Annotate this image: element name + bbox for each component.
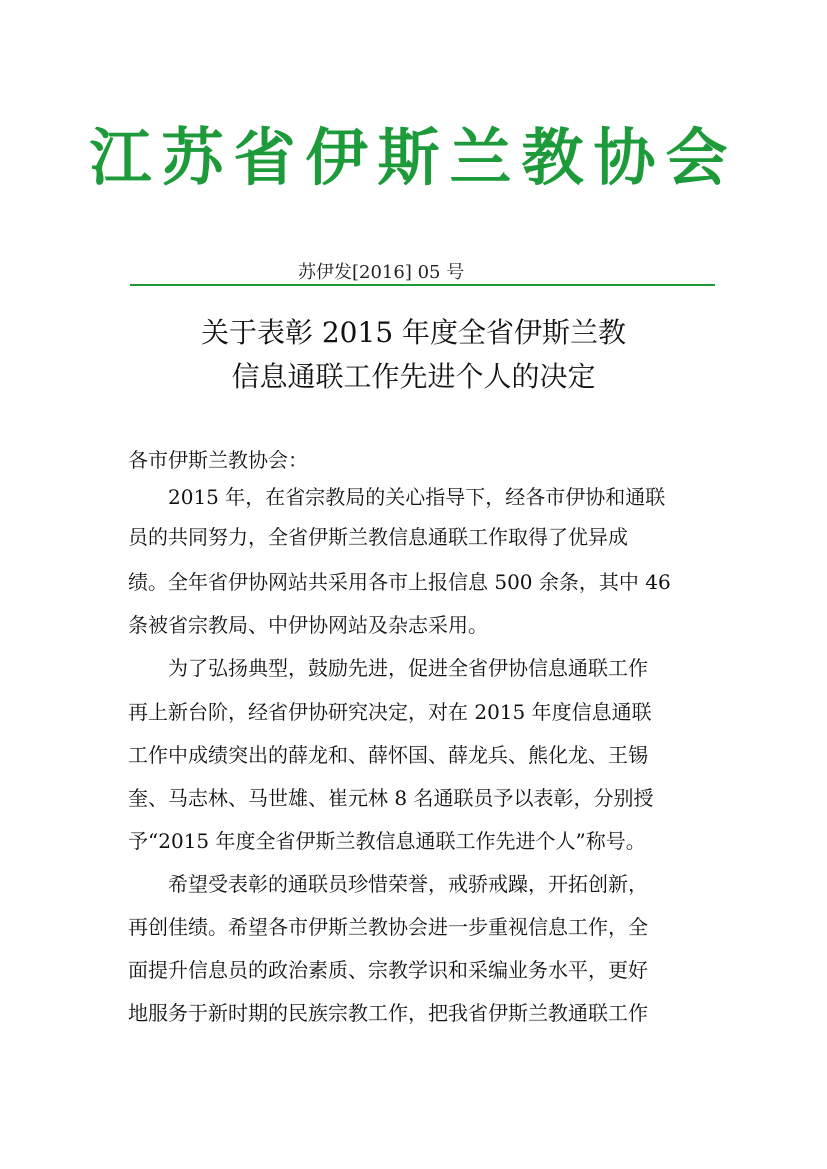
body-line: 为了弘扬典型，鼓励先进，促进全省伊协信息通联工作 [128,656,648,680]
body-line: 工作中成绩突出的薛龙和、薛怀国、薛龙兵、熊化龙、王锡 [128,743,648,767]
body-line: 面提升信息员的政治素质、宗教学识和采编业务水平，更好 [128,958,648,982]
letterhead-divider [130,284,715,286]
document-title-line-2: 信息通联工作先进个人的决定 [231,360,596,393]
body-line: 绩。全年省伊协网站共采用各市上报信息 500 余条，其中 46 [128,570,671,594]
organization-letterhead: 江苏省伊斯兰教协会 [89,121,738,194]
document-number: 苏伊发[2016] 05 号 [298,262,465,283]
body-line: 条被省宗教局、中伊协网站及杂志采用。 [128,613,488,637]
salutation: 各市伊斯兰教协会： [128,448,308,472]
body-line: 奎、马志林、马世雄、崔元林 8 名通联员予以表彰，分别授 [128,786,654,810]
body-line: 希望受表彰的通联员珍惜荣誉，戒骄戒躁，开拓创新， [128,872,648,896]
body-line: 地服务于新时期的民族宗教工作，把我省伊斯兰教通联工作 [128,1001,648,1025]
body-line: 再上新台阶，经省伊协研究决定，对在 2015 年度信息通联 [128,700,652,724]
body-line: 予“2015 年度全省伊斯兰教信息通联工作先进个人”称号。 [128,829,646,853]
body-line: 员的共同努力，全省伊斯兰教信息通联工作取得了优异成 [128,525,628,549]
body-line: 2015 年，在省宗教局的关心指导下，经各市伊协和通联 [128,485,666,509]
document-title-line-1: 关于表彰 2015 年度全省伊斯兰教 [200,316,627,349]
body-line: 再创佳绩。希望各市伊斯兰教协会进一步重视信息工作，全 [128,915,648,939]
